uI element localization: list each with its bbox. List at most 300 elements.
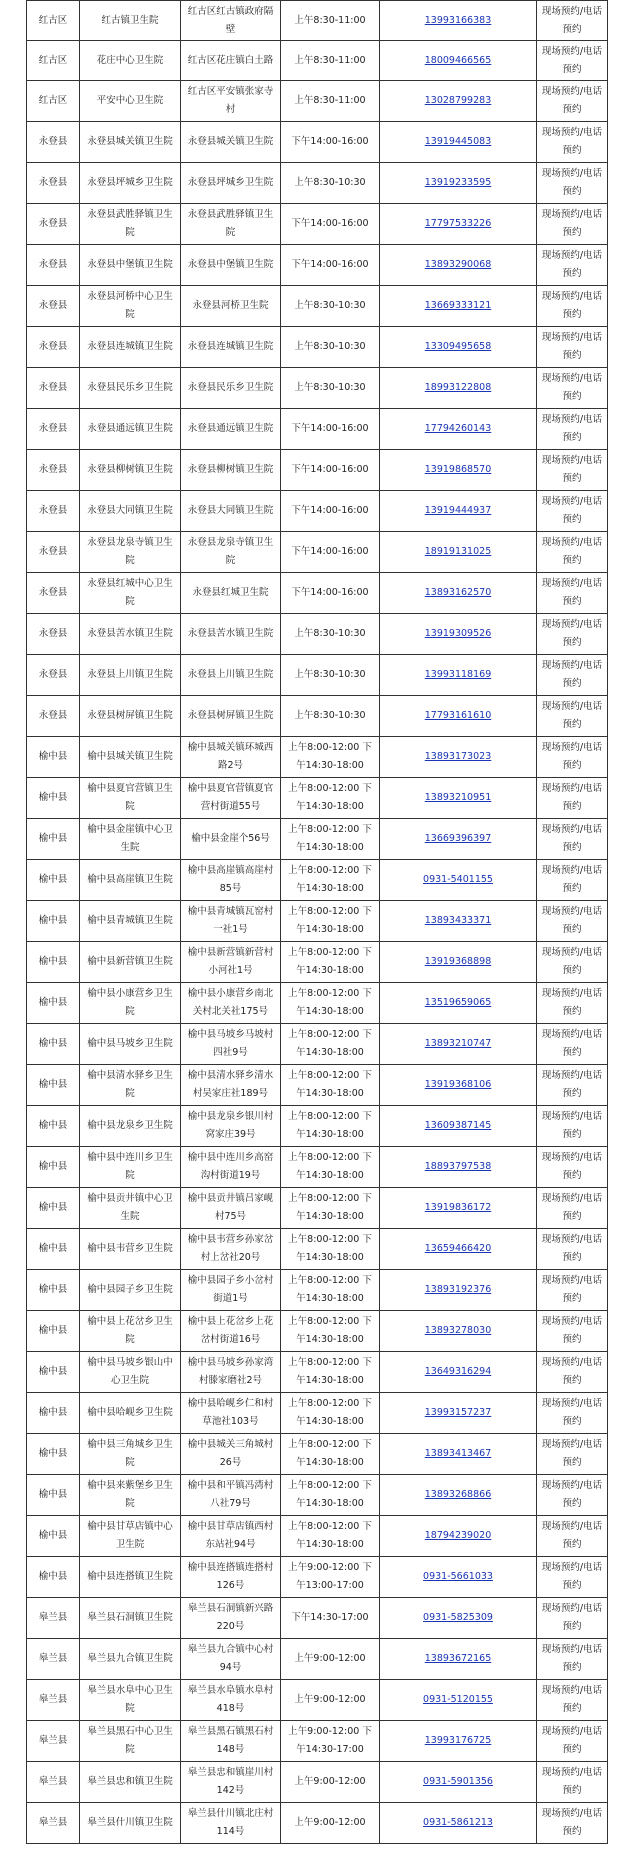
booking-method-cell: 现场预约/电话预约: [537, 1557, 608, 1598]
address-cell: 永登县树屏镇卫生院: [181, 696, 281, 737]
clinic-name-cell: 榆中县新营镇卫生院: [80, 942, 181, 983]
district-cell: 永登县: [27, 286, 80, 327]
hours-cell: 上午8:30-10:30: [281, 327, 380, 368]
table-row: [27, 1311, 608, 1352]
clinic-name-cell: 榆中县连搭镇卫生院: [80, 1557, 181, 1598]
table-row: [27, 901, 608, 942]
address-cell: 皋兰县九合镇中心村94号: [181, 1639, 281, 1680]
district-cell: 榆中县: [27, 860, 80, 901]
table-row: [27, 41, 608, 81]
address-cell: 永登县苦水镇卫生院: [181, 614, 281, 655]
booking-method-cell: 现场预约/电话预约: [537, 1639, 608, 1680]
address-cell: 皋兰县水阜镇水阜村418号: [181, 1680, 281, 1721]
booking-method-cell: 现场预约/电话预约: [537, 1475, 608, 1516]
district-cell: 榆中县: [27, 819, 80, 860]
district-cell: 永登县: [27, 245, 80, 286]
address-cell: 红古区平安镇张家寺村: [181, 81, 281, 122]
district-cell: 红古区: [27, 81, 80, 122]
district-cell: 榆中县: [27, 1352, 80, 1393]
phone-link[interactable]: 13993157237: [380, 1393, 537, 1434]
table-row: [27, 1557, 608, 1598]
district-cell: 永登县: [27, 163, 80, 204]
clinic-name-cell: 榆中县马坡乡卫生院: [80, 1024, 181, 1065]
clinic-name-cell: 皋兰县九合镇卫生院: [80, 1639, 181, 1680]
district-cell: 永登县: [27, 491, 80, 532]
table-row: [27, 860, 608, 901]
district-cell: 榆中县: [27, 1475, 80, 1516]
hours-cell: 上午8:00-12:00 下午14:30-18:00: [281, 860, 380, 901]
clinic-name-cell: 永登县通远镇卫生院: [80, 409, 181, 450]
table-row: [27, 204, 608, 245]
hours-cell: 上午8:30-11:00: [281, 41, 380, 81]
hours-cell: 上午8:00-12:00 下午14:30-18:00: [281, 1106, 380, 1147]
booking-method-cell: 现场预约/电话预约: [537, 286, 608, 327]
booking-method-cell: 现场预约/电话预约: [537, 696, 608, 737]
clinic-name-cell: 榆中县园子乡卫生院: [80, 1270, 181, 1311]
phone-link[interactable]: 13893290068: [380, 245, 537, 286]
address-cell: 永登县坪城乡卫生院: [181, 163, 281, 204]
phone-link[interactable]: 13919233595: [380, 163, 537, 204]
table-row: [27, 81, 608, 122]
booking-method-cell: 现场预约/电话预约: [537, 1229, 608, 1270]
table-row: [27, 737, 608, 778]
clinic-name-cell: 永登县武胜驿镇卫生院: [80, 204, 181, 245]
booking-method-cell: 现场预约/电话预约: [537, 819, 608, 860]
address-cell: 榆中县马坡乡马坡村四社9号: [181, 1024, 281, 1065]
address-cell: 榆中县夏官营镇夏官营村街道55号: [181, 778, 281, 819]
phone-link[interactable]: 13919368106: [380, 1065, 537, 1106]
district-cell: 榆中县: [27, 1147, 80, 1188]
table-row: [27, 1106, 608, 1147]
hours-cell: 上午8:00-12:00 下午14:30-18:00: [281, 1270, 380, 1311]
district-cell: 永登县: [27, 122, 80, 163]
phone-link[interactable]: 13649316294: [380, 1352, 537, 1393]
booking-method-cell: 现场预约/电话预约: [537, 614, 608, 655]
clinic-name-cell: 榆中县贡井镇中心卫生院: [80, 1188, 181, 1229]
booking-method-cell: 现场预约/电话预约: [537, 655, 608, 696]
clinic-name-cell: 永登县河桥中心卫生院: [80, 286, 181, 327]
table-body: [27, 1, 608, 1844]
clinic-name-cell: 永登县苦水镇卫生院: [80, 614, 181, 655]
phone-link[interactable]: 18893797538: [380, 1147, 537, 1188]
table-row: [27, 1762, 608, 1803]
address-cell: 永登县柳树镇卫生院: [181, 450, 281, 491]
clinic-name-cell: 榆中县青城镇卫生院: [80, 901, 181, 942]
district-cell: 榆中县: [27, 983, 80, 1024]
table-row: [27, 1270, 608, 1311]
clinic-name-cell: 皋兰县什川镇卫生院: [80, 1803, 181, 1844]
table-row: [27, 1680, 608, 1721]
phone-link[interactable]: 18993122808: [380, 368, 537, 409]
clinic-name-cell: 永登县大同镇卫生院: [80, 491, 181, 532]
booking-method-cell: 现场预约/电话预约: [537, 1434, 608, 1475]
booking-method-cell: 现场预约/电话预约: [537, 983, 608, 1024]
booking-method-cell: 现场预约/电话预约: [537, 1147, 608, 1188]
address-cell: 榆中县马坡乡孙家湾村滕家磨社2号: [181, 1352, 281, 1393]
clinic-name-cell: 皋兰县黑石中心卫生院: [80, 1721, 181, 1762]
hours-cell: 上午8:30-10:30: [281, 286, 380, 327]
district-cell: 榆中县: [27, 778, 80, 819]
address-cell: 榆中县清水驿乡清水村吴家庄社189号: [181, 1065, 281, 1106]
address-cell: 榆中县贡井镇吕家岘村75号: [181, 1188, 281, 1229]
table-row: [27, 1352, 608, 1393]
booking-method-cell: 现场预约/电话预约: [537, 450, 608, 491]
district-cell: 榆中县: [27, 901, 80, 942]
hours-cell: 上午8:00-12:00 下午14:30-18:00: [281, 1065, 380, 1106]
booking-method-cell: 现场预约/电话预约: [537, 1516, 608, 1557]
address-cell: 红古区红古镇政府隔壁: [181, 1, 281, 41]
phone-link[interactable]: 13893413467: [380, 1434, 537, 1475]
booking-method-cell: 现场预约/电话预约: [537, 942, 608, 983]
address-cell: 永登县龙泉寺镇卫生院: [181, 532, 281, 573]
table-row: [27, 1475, 608, 1516]
table-row: [27, 1639, 608, 1680]
table-row: [27, 1721, 608, 1762]
district-cell: 皋兰县: [27, 1762, 80, 1803]
phone-link[interactable]: 0931-5401155: [380, 860, 537, 901]
booking-method-cell: 现场预约/电话预约: [537, 245, 608, 286]
booking-method-cell: 现场预约/电话预约: [537, 1680, 608, 1721]
booking-method-cell: 现场预约/电话预约: [537, 860, 608, 901]
booking-method-cell: 现场预约/电话预约: [537, 1024, 608, 1065]
hours-cell: 下午14:00-16:00: [281, 245, 380, 286]
phone-link[interactable]: 13669333121: [380, 286, 537, 327]
phone-link[interactable]: 13919368898: [380, 942, 537, 983]
address-cell: 榆中县韦营乡孙家岔村上岔社20号: [181, 1229, 281, 1270]
booking-method-cell: 现场预约/电话预约: [537, 1598, 608, 1639]
address-cell: 榆中县园子乡小岔村街道1号: [181, 1270, 281, 1311]
phone-link[interactable]: 18009466565: [380, 41, 537, 81]
district-cell: 榆中县: [27, 1516, 80, 1557]
table-row: [27, 778, 608, 819]
booking-method-cell: 现场预约/电话预约: [537, 1393, 608, 1434]
table-row: [27, 491, 608, 532]
address-cell: 榆中县连搭镇连搭村126号: [181, 1557, 281, 1598]
district-cell: 永登县: [27, 655, 80, 696]
clinic-name-cell: 榆中县三角城乡卫生院: [80, 1434, 181, 1475]
table-row: [27, 942, 608, 983]
booking-method-cell: 现场预约/电话预约: [537, 163, 608, 204]
hours-cell: 上午8:00-12:00 下午14:30-18:00: [281, 1311, 380, 1352]
phone-link[interactable]: 13893173023: [380, 737, 537, 778]
booking-method-cell: 现场预约/电话预约: [537, 1311, 608, 1352]
booking-method-cell: 现场预约/电话预约: [537, 1270, 608, 1311]
address-cell: 榆中县金崖个56号: [181, 819, 281, 860]
booking-method-cell: 现场预约/电话预约: [537, 1352, 608, 1393]
address-cell: 榆中县城关三角城村26号: [181, 1434, 281, 1475]
district-cell: 红古区: [27, 1, 80, 41]
clinic-name-cell: 花庄中心卫生院: [80, 41, 181, 81]
phone-link[interactable]: 18919131025: [380, 532, 537, 573]
district-cell: 永登县: [27, 614, 80, 655]
district-cell: 榆中县: [27, 1106, 80, 1147]
hours-cell: 上午8:30-11:00: [281, 81, 380, 122]
hours-cell: 上午8:00-12:00 下午14:30-18:00: [281, 1434, 380, 1475]
address-cell: 皋兰县石洞镇新兴路220号: [181, 1598, 281, 1639]
phone-link[interactable]: 13893268866: [380, 1475, 537, 1516]
booking-method-cell: 现场预约/电话预约: [537, 1, 608, 41]
phone-link[interactable]: 0931-5901356: [380, 1762, 537, 1803]
district-cell: 榆中县: [27, 1434, 80, 1475]
phone-link[interactable]: 13893162570: [380, 573, 537, 614]
table-row: [27, 1393, 608, 1434]
clinic-name-cell: 永登县坪城乡卫生院: [80, 163, 181, 204]
hours-cell: 下午14:00-16:00: [281, 491, 380, 532]
address-cell: 永登县中堡镇卫生院: [181, 245, 281, 286]
table-row: [27, 1147, 608, 1188]
table-row: [27, 368, 608, 409]
hours-cell: 下午14:00-16:00: [281, 204, 380, 245]
address-cell: 永登县民乐乡卫生院: [181, 368, 281, 409]
clinic-name-cell: 永登县龙泉寺镇卫生院: [80, 532, 181, 573]
address-cell: 永登县上川镇卫生院: [181, 655, 281, 696]
clinic-name-cell: 永登县红城中心卫生院: [80, 573, 181, 614]
booking-method-cell: 现场预约/电话预约: [537, 491, 608, 532]
hours-cell: 上午9:00-12:00: [281, 1762, 380, 1803]
hours-cell: 上午8:30-10:30: [281, 368, 380, 409]
clinic-name-cell: 榆中县金崖镇中心卫生院: [80, 819, 181, 860]
district-cell: 榆中县: [27, 1270, 80, 1311]
clinic-name-cell: 榆中县哈岘乡卫生院: [80, 1393, 181, 1434]
booking-method-cell: 现场预约/电话预约: [537, 409, 608, 450]
booking-method-cell: 现场预约/电话预约: [537, 327, 608, 368]
district-cell: 永登县: [27, 696, 80, 737]
table-row: [27, 1229, 608, 1270]
clinic-name-cell: 永登县中堡镇卫生院: [80, 245, 181, 286]
table-row: [27, 573, 608, 614]
address-cell: 榆中县城关镇环城西路2号: [181, 737, 281, 778]
table-row: [27, 532, 608, 573]
hours-cell: 上午8:00-12:00 下午14:30-18:00: [281, 737, 380, 778]
clinic-name-cell: 皋兰县石洞镇卫生院: [80, 1598, 181, 1639]
clinic-name-cell: 永登县城关镇卫生院: [80, 122, 181, 163]
district-cell: 永登县: [27, 573, 80, 614]
booking-method-cell: 现场预约/电话预约: [537, 204, 608, 245]
booking-method-cell: 现场预约/电话预约: [537, 1065, 608, 1106]
hours-cell: 上午8:00-12:00 下午14:30-18:00: [281, 778, 380, 819]
table-row: [27, 696, 608, 737]
hours-cell: 下午14:00-16:00: [281, 573, 380, 614]
address-cell: 永登县通远镇卫生院: [181, 409, 281, 450]
table-row: [27, 122, 608, 163]
phone-link[interactable]: 13893210951: [380, 778, 537, 819]
table-row: [27, 1188, 608, 1229]
district-cell: 红古区: [27, 41, 80, 81]
table-row: [27, 1065, 608, 1106]
hours-cell: 上午8:00-12:00 下午14:30-18:00: [281, 942, 380, 983]
phone-link[interactable]: 17794260143: [380, 409, 537, 450]
booking-method-cell: 现场预约/电话预约: [537, 41, 608, 81]
table-row: [27, 1, 608, 41]
phone-link[interactable]: 13919445083: [380, 122, 537, 163]
hours-cell: 上午9:00-12:00 下午14:30-17:00: [281, 1721, 380, 1762]
district-cell: 榆中县: [27, 1557, 80, 1598]
address-cell: 永登县大同镇卫生院: [181, 491, 281, 532]
clinic-name-cell: 永登县树屏镇卫生院: [80, 696, 181, 737]
hours-cell: 上午8:00-12:00 下午14:30-18:00: [281, 1352, 380, 1393]
clinic-name-cell: 榆中县韦营乡卫生院: [80, 1229, 181, 1270]
phone-link[interactable]: 17797533226: [380, 204, 537, 245]
address-cell: 榆中县哈岘乡仁和村草池社103号: [181, 1393, 281, 1434]
phone-link[interactable]: 0931-5861213: [380, 1803, 537, 1844]
booking-method-cell: 现场预约/电话预约: [537, 778, 608, 819]
district-cell: 榆中县: [27, 1024, 80, 1065]
hours-cell: 下午14:00-16:00: [281, 532, 380, 573]
table-row: [27, 286, 608, 327]
phone-link[interactable]: 13919868570: [380, 450, 537, 491]
district-cell: 皋兰县: [27, 1803, 80, 1844]
hours-cell: 上午8:30-10:30: [281, 696, 380, 737]
address-cell: 榆中县上花岔乡上花岔村街道16号: [181, 1311, 281, 1352]
phone-link[interactable]: 13669396397: [380, 819, 537, 860]
address-cell: 榆中县中连川乡高窑沟村街道19号: [181, 1147, 281, 1188]
phone-link[interactable]: 13919444937: [380, 491, 537, 532]
phone-link[interactable]: 13993166383: [380, 1, 537, 41]
hours-cell: 上午8:00-12:00 下午14:30-18:00: [281, 901, 380, 942]
hours-cell: 下午14:30-17:00: [281, 1598, 380, 1639]
address-cell: 榆中县和平镇冯湾村八社79号: [181, 1475, 281, 1516]
phone-link[interactable]: 13519659065: [380, 983, 537, 1024]
booking-method-cell: 现场预约/电话预约: [537, 122, 608, 163]
table-row: [27, 1434, 608, 1475]
phone-link[interactable]: 13659466420: [380, 1229, 537, 1270]
clinic-name-cell: 榆中县城关镇卫生院: [80, 737, 181, 778]
clinic-name-cell: 皋兰县水阜中心卫生院: [80, 1680, 181, 1721]
phone-link[interactable]: 13028799283: [380, 81, 537, 122]
hours-cell: 上午8:30-10:30: [281, 655, 380, 696]
phone-link[interactable]: 13609387145: [380, 1106, 537, 1147]
clinic-name-cell: 永登县民乐乡卫生院: [80, 368, 181, 409]
phone-link[interactable]: 13919309526: [380, 614, 537, 655]
district-cell: 榆中县: [27, 1188, 80, 1229]
clinic-name-cell: 平安中心卫生院: [80, 81, 181, 122]
address-cell: 榆中县青城镇瓦窑村一社1号: [181, 901, 281, 942]
phone-link[interactable]: 13993176725: [380, 1721, 537, 1762]
phone-link[interactable]: 13309495658: [380, 327, 537, 368]
district-cell: 榆中县: [27, 1311, 80, 1352]
district-cell: 永登县: [27, 450, 80, 491]
address-cell: 榆中县甘草店镇西村东站社94号: [181, 1516, 281, 1557]
hours-cell: 上午8:00-12:00 下午14:30-18:00: [281, 1188, 380, 1229]
district-cell: 皋兰县: [27, 1680, 80, 1721]
hours-cell: 上午8:30-11:00: [281, 1, 380, 41]
address-cell: 皋兰县什川镇北庄村114号: [181, 1803, 281, 1844]
phone-link[interactable]: 13919836172: [380, 1188, 537, 1229]
address-cell: 永登县河桥卫生院: [181, 286, 281, 327]
clinic-name-cell: 榆中县上花岔乡卫生院: [80, 1311, 181, 1352]
hours-cell: 上午8:30-10:30: [281, 614, 380, 655]
address-cell: 永登县武胜驿镇卫生院: [181, 204, 281, 245]
booking-method-cell: 现场预约/电话预约: [537, 81, 608, 122]
hours-cell: 上午9:00-12:00: [281, 1803, 380, 1844]
district-cell: 皋兰县: [27, 1598, 80, 1639]
booking-method-cell: 现场预约/电话预约: [537, 532, 608, 573]
address-cell: 榆中县高崖镇高崖村85号: [181, 860, 281, 901]
clinic-name-cell: 永登县连城镇卫生院: [80, 327, 181, 368]
district-cell: 榆中县: [27, 1393, 80, 1434]
booking-method-cell: 现场预约/电话预约: [537, 737, 608, 778]
hours-cell: 下午14:00-16:00: [281, 122, 380, 163]
hours-cell: 上午8:00-12:00 下午14:30-18:00: [281, 1229, 380, 1270]
clinic-name-cell: 榆中县龙泉乡卫生院: [80, 1106, 181, 1147]
phone-link[interactable]: 13893278030: [380, 1311, 537, 1352]
clinic-name-cell: 红古镇卫生院: [80, 1, 181, 41]
table-row: [27, 1598, 608, 1639]
hours-cell: 上午8:00-12:00 下午14:30-18:00: [281, 1024, 380, 1065]
phone-link[interactable]: 13893672165: [380, 1639, 537, 1680]
booking-method-cell: 现场预约/电话预约: [537, 1762, 608, 1803]
clinic-name-cell: 榆中县夏官营镇卫生院: [80, 778, 181, 819]
table-row: [27, 450, 608, 491]
phone-link[interactable]: 13993118169: [380, 655, 537, 696]
district-cell: 榆中县: [27, 737, 80, 778]
district-cell: 皋兰县: [27, 1721, 80, 1762]
hours-cell: 上午8:00-12:00 下午14:30-18:00: [281, 1147, 380, 1188]
phone-link[interactable]: 0931-5825309: [380, 1598, 537, 1639]
phone-link[interactable]: 17793161610: [380, 696, 537, 737]
phone-link[interactable]: 0931-5120155: [380, 1680, 537, 1721]
clinic-name-cell: 永登县柳树镇卫生院: [80, 450, 181, 491]
phone-link[interactable]: 13893192376: [380, 1270, 537, 1311]
phone-link[interactable]: 0931-5661033: [380, 1557, 537, 1598]
address-cell: 榆中县小康营乡南北关村北关社175号: [181, 983, 281, 1024]
clinic-name-cell: 榆中县高崖镇卫生院: [80, 860, 181, 901]
table-row: [27, 327, 608, 368]
district-cell: 永登县: [27, 368, 80, 409]
address-cell: 永登县城关镇卫生院: [181, 122, 281, 163]
phone-link[interactable]: 13893433371: [380, 901, 537, 942]
address-cell: 永登县红城卫生院: [181, 573, 281, 614]
address-cell: 皋兰县忠和镇崖川村142号: [181, 1762, 281, 1803]
district-cell: 永登县: [27, 204, 80, 245]
clinic-name-cell: 榆中县甘草店镇中心卫生院: [80, 1516, 181, 1557]
table-row: [27, 819, 608, 860]
hours-cell: 下午14:00-16:00: [281, 409, 380, 450]
booking-method-cell: 现场预约/电话预约: [537, 573, 608, 614]
booking-method-cell: 现场预约/电话预约: [537, 1721, 608, 1762]
address-cell: 榆中县龙泉乡银川村窝家庄39号: [181, 1106, 281, 1147]
table-row: [27, 1024, 608, 1065]
hours-cell: 上午8:30-10:30: [281, 163, 380, 204]
booking-method-cell: 现场预约/电话预约: [537, 1803, 608, 1844]
booking-method-cell: 现场预约/电话预约: [537, 1188, 608, 1229]
clinic-name-cell: 皋兰县忠和镇卫生院: [80, 1762, 181, 1803]
table-row: [27, 409, 608, 450]
address-cell: 红古区花庄镇白土路: [181, 41, 281, 81]
hours-cell: 上午9:00-12:00: [281, 1680, 380, 1721]
clinic-name-cell: 榆中县小康营乡卫生院: [80, 983, 181, 1024]
clinic-name-cell: 榆中县来紫堡乡卫生院: [80, 1475, 181, 1516]
address-cell: 永登县连城镇卫生院: [181, 327, 281, 368]
clinic-name-cell: 榆中县马坡乡银山中心卫生院: [80, 1352, 181, 1393]
hours-cell: 上午8:00-12:00 下午14:30-18:00: [281, 1516, 380, 1557]
table-row: [27, 1516, 608, 1557]
clinic-name-cell: 榆中县中连川乡卫生院: [80, 1147, 181, 1188]
phone-link[interactable]: 13893210747: [380, 1024, 537, 1065]
table-row: [27, 1803, 608, 1844]
hours-cell: 上午8:00-12:00 下午14:30-18:00: [281, 1393, 380, 1434]
hours-cell: 上午9:00-12:00 下午13:00-17:00: [281, 1557, 380, 1598]
district-cell: 永登县: [27, 409, 80, 450]
phone-link[interactable]: 18794239020: [380, 1516, 537, 1557]
district-cell: 永登县: [27, 532, 80, 573]
booking-method-cell: 现场预约/电话预约: [537, 901, 608, 942]
table-row: [27, 163, 608, 204]
clinic-name-cell: 榆中县清水驿乡卫生院: [80, 1065, 181, 1106]
table-row: [27, 655, 608, 696]
address-cell: 榆中县新营镇新营村小河社1号: [181, 942, 281, 983]
address-cell: 皋兰县黑石镇黑石村148号: [181, 1721, 281, 1762]
